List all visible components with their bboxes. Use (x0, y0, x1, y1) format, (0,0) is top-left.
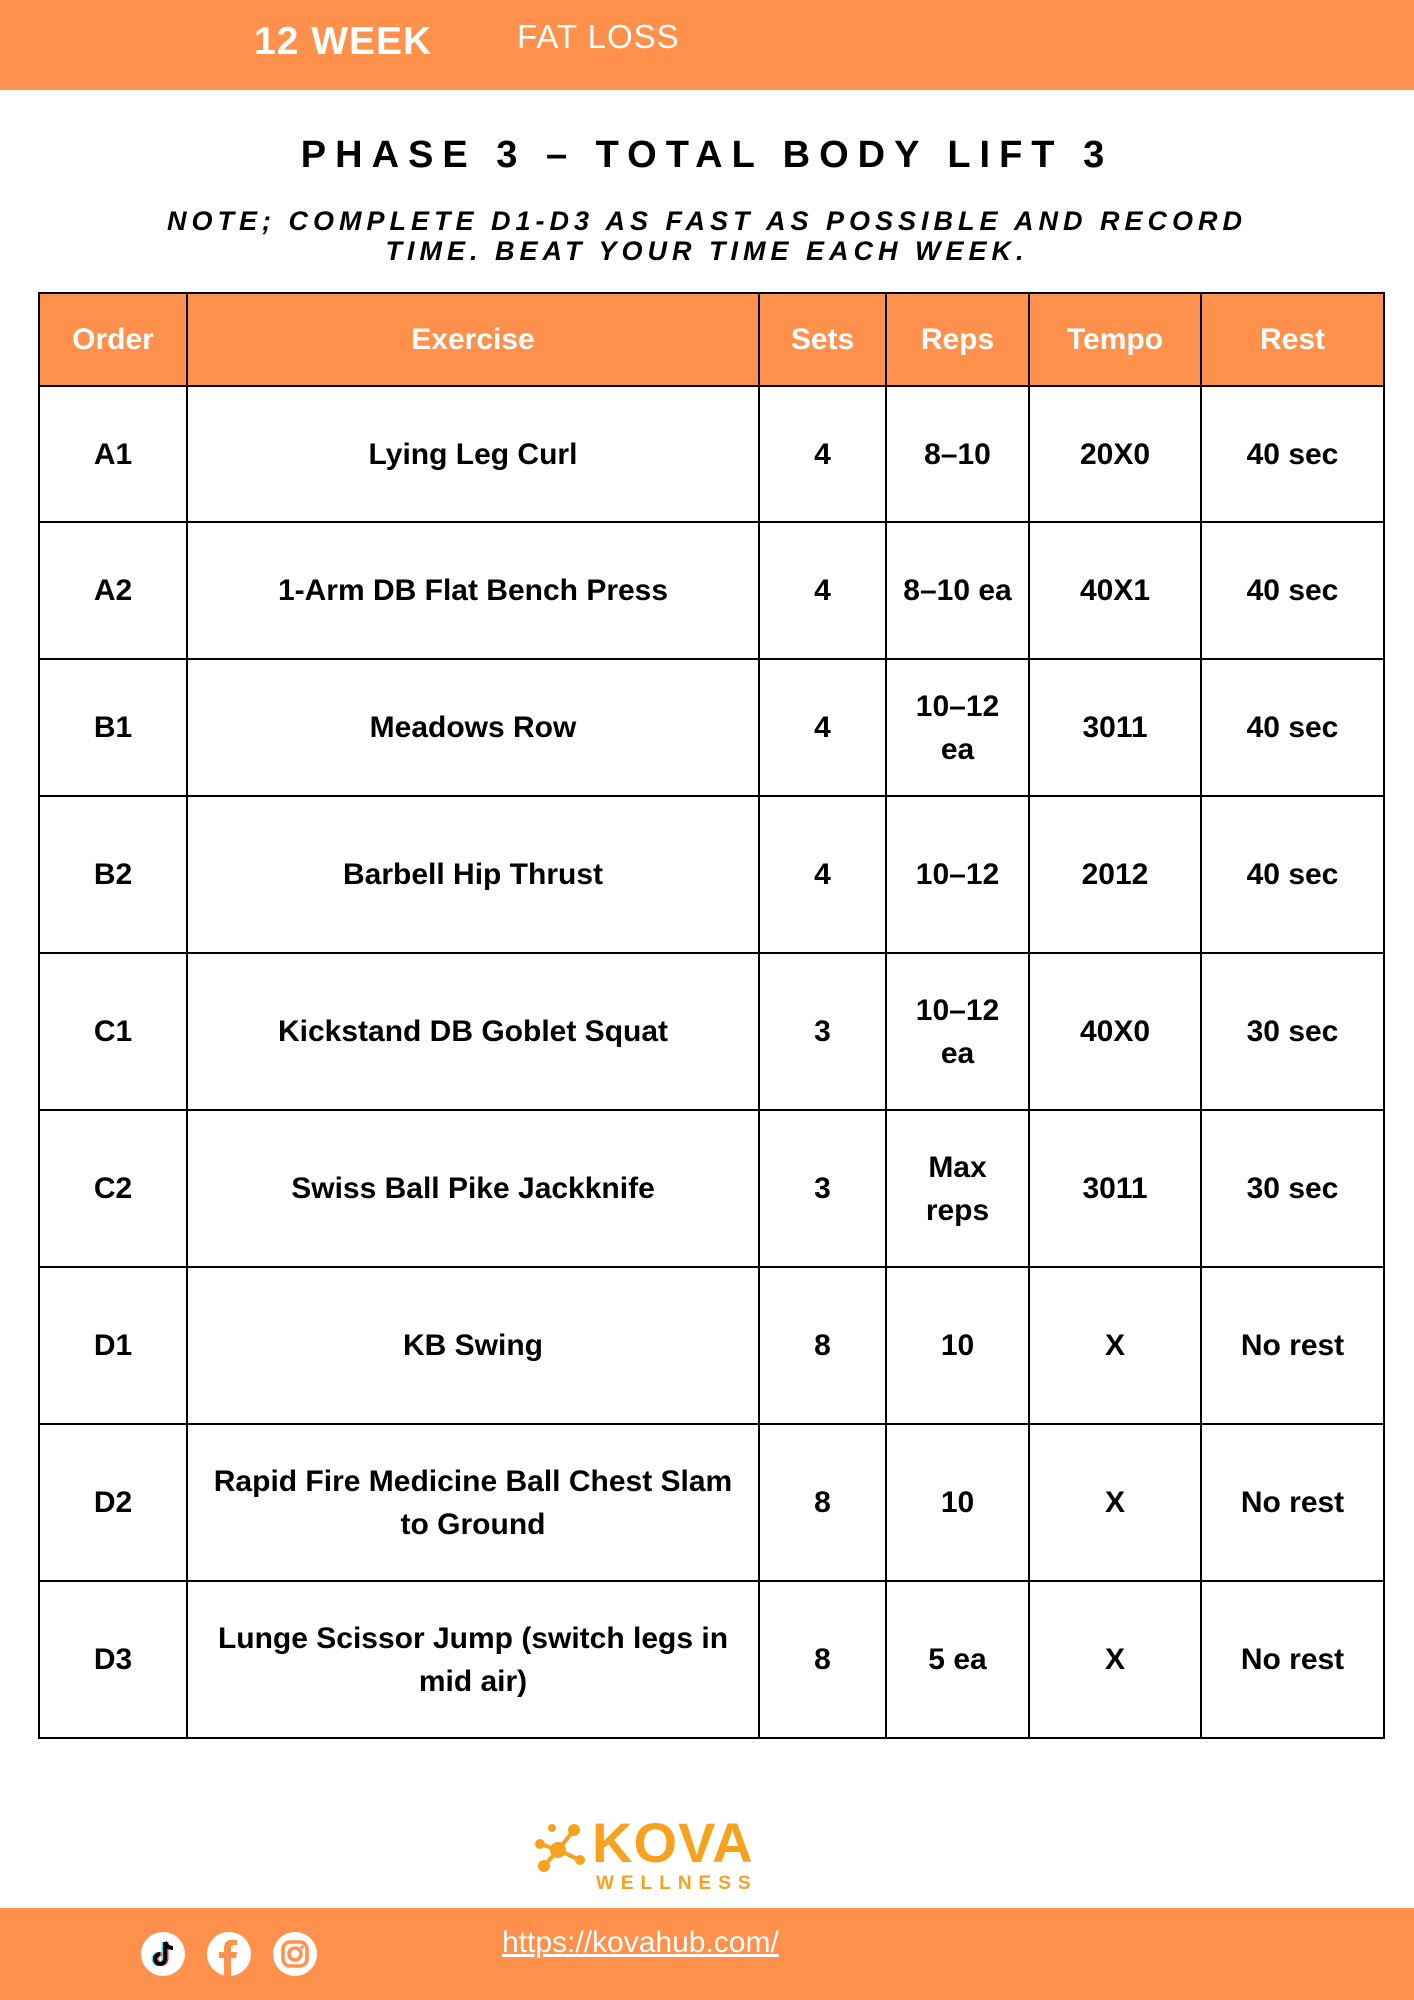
exercise-cell: Lunge Scissor Jump (switch legs in mid air) (187, 1581, 759, 1738)
instagram-icon[interactable] (272, 1931, 318, 1977)
rest-cell: No rest (1201, 1267, 1384, 1424)
logo-name: KOVA (592, 1811, 754, 1874)
rest-cell: 30 sec (1201, 1110, 1384, 1267)
order-cell: D2 (39, 1424, 187, 1581)
tempo-cell: 3011 (1029, 1110, 1201, 1267)
sets-cell: 4 (759, 386, 886, 522)
order-cell: B1 (39, 659, 187, 796)
exercise-cell: Swiss Ball Pike Jackknife (187, 1110, 759, 1267)
order-cell: D1 (39, 1267, 187, 1424)
tempo-cell: 2012 (1029, 796, 1201, 953)
exercise-cell: Kickstand DB Goblet Squat (187, 953, 759, 1110)
table-row (39, 953, 1384, 1110)
header-order: Order (39, 293, 187, 386)
rest-cell: 40 sec (1201, 386, 1384, 522)
header-week-label: 12 WEEK (254, 20, 433, 63)
tempo-cell: 40X1 (1029, 522, 1201, 659)
rest-cell: 40 sec (1201, 796, 1384, 953)
reps-cell: 10 (886, 1267, 1029, 1424)
reps-cell: 10–12 ea (886, 953, 1029, 1110)
order-cell: B2 (39, 796, 187, 953)
table-row (39, 522, 1384, 659)
reps-cell: 5 ea (886, 1581, 1029, 1738)
logo-subtitle: WELLNESS (596, 1873, 758, 1894)
header-reps: Reps (886, 293, 1029, 386)
sets-cell: 8 (759, 1424, 886, 1581)
header-tempo: Tempo (1029, 293, 1201, 386)
table-row (39, 386, 1384, 522)
exercise-cell: 1-Arm DB Flat Bench Press (187, 522, 759, 659)
page-note: NOTE; COMPLETE D1-D3 AS FAST AS POSSIBLE AND RECORD TIME. BEAT YOUR TIME EACH WEEK. (166, 206, 1248, 266)
facebook-icon[interactable] (206, 1931, 252, 1977)
tempo-cell: 40X0 (1029, 953, 1201, 1110)
sets-cell: 3 (759, 953, 886, 1110)
rest-cell: 40 sec (1201, 522, 1384, 659)
tempo-cell: 20X0 (1029, 386, 1201, 522)
table-row (39, 659, 1384, 796)
tiktok-icon[interactable] (140, 1931, 186, 1977)
tempo-cell: X (1029, 1267, 1201, 1424)
exercise-cell: Meadows Row (187, 659, 759, 796)
table-row (39, 796, 1384, 953)
rest-cell: No rest (1201, 1581, 1384, 1738)
table-row (39, 1267, 1384, 1424)
sets-cell: 3 (759, 1110, 886, 1267)
exercise-cell: KB Swing (187, 1267, 759, 1424)
tempo-cell: X (1029, 1424, 1201, 1581)
reps-cell: 8–10 ea (886, 522, 1029, 659)
reps-cell: Max reps (886, 1110, 1029, 1267)
reps-cell: 10–12 ea (886, 659, 1029, 796)
exercise-cell: Rapid Fire Medicine Ball Chest Slam to Ground (187, 1424, 759, 1581)
reps-cell: 10–12 (886, 796, 1029, 953)
header-rest: Rest (1201, 293, 1384, 386)
sets-cell: 4 (759, 522, 886, 659)
order-cell: A1 (39, 386, 187, 522)
reps-cell: 10 (886, 1424, 1029, 1581)
table-row (39, 1581, 1384, 1738)
header-bar (0, 0, 1414, 90)
kova-logo (530, 1812, 760, 1892)
header-exercise: Exercise (187, 293, 759, 386)
rest-cell: 40 sec (1201, 659, 1384, 796)
sets-cell: 4 (759, 659, 886, 796)
order-cell: C2 (39, 1110, 187, 1267)
header-sets: Sets (759, 293, 886, 386)
sets-cell: 8 (759, 1581, 886, 1738)
rest-cell: 30 sec (1201, 953, 1384, 1110)
sets-cell: 4 (759, 796, 886, 953)
exercise-cell: Barbell Hip Thrust (187, 796, 759, 953)
header-program-label: FAT LOSS (517, 18, 680, 55)
exercise-cell: Lying Leg Curl (187, 386, 759, 522)
tempo-cell: 3011 (1029, 659, 1201, 796)
table-header-row (39, 293, 1384, 386)
order-cell: A2 (39, 522, 187, 659)
page-title: PHASE 3 – TOTAL BODY LIFT 3 (300, 134, 1114, 176)
reps-cell: 8–10 (886, 386, 1029, 522)
tempo-cell: X (1029, 1581, 1201, 1738)
sets-cell: 8 (759, 1267, 886, 1424)
website-link[interactable]: https://kovahub.com/ (502, 1926, 779, 1959)
molecule-icon (530, 1820, 590, 1878)
table-row (39, 1424, 1384, 1581)
workout-table (38, 292, 1385, 1739)
rest-cell: No rest (1201, 1424, 1384, 1581)
order-cell: C1 (39, 953, 187, 1110)
table-row (39, 1110, 1384, 1267)
order-cell: D3 (39, 1581, 187, 1738)
